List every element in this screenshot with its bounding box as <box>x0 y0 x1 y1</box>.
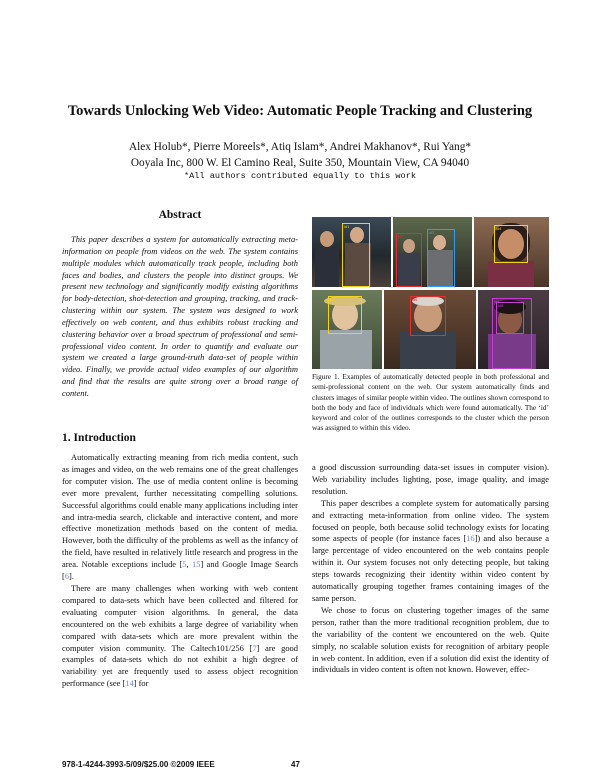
abstract-body <box>62 234 298 400</box>
paper-title: Towards Unlocking Web Video: Automatic People Tracking and Clustering <box>67 103 533 119</box>
author-note: *All authors contributed equally to this work <box>183 171 417 181</box>
citation-link[interactable]: 16 <box>466 533 475 544</box>
left-column-text <box>62 452 298 690</box>
cluster-label: id5 <box>330 297 336 302</box>
citation-link[interactable]: 7 <box>252 642 257 653</box>
author-block <box>0 139 600 171</box>
citation-link[interactable]: 14 <box>125 678 134 689</box>
cluster-label: id6 <box>412 297 418 302</box>
citation-link[interactable]: 15 <box>192 559 201 570</box>
figure-photo-1 <box>312 217 391 287</box>
right-column-text <box>312 462 549 676</box>
citation-link[interactable]: 6 <box>64 571 70 582</box>
cluster-label: id2 <box>398 234 404 239</box>
abstract-text: This paper describes a system for automatically extracting meta-information on people from videos on the web. The system contains multiple modules which automatically track people, including both faces and bodies, and clusters the people into distinct groups. We present new technology and significantly modify existing algorithms for body-detection, shot-detection and grouping, tracking, and track-clustering within our system. The system was designed to work effectively on web content, and thus exhibits robust tracking and clustering behavior over a broad spectrum of professional and semi-professional video content. In order to quantify and evaluate our system we created a large ground-truth data-set of people within video. Finally, we provide actual video examples of our algorithm and find that the results are quite strong over a broad range of content. <box>62 234 298 398</box>
cluster-label: id3 <box>429 230 435 235</box>
abstract-heading: Abstract <box>158 209 202 221</box>
intro-paragraph-1: Automatically extracting meaning from rich media content, such as images and video, on the web remains one of the great challenges for computer vision. The use of media content online is becoming ever more prevalent, further necessitating compelling solutions. Successful algorithms could enable many applications including inter and intra-media search, clickable and interactive content, and more effective monetization methods based on the content of media. However, both the difficulty of the problems as well as the infancy of the field, have resulted in relatively little research and progress in the area. Notable exceptions include [5, 15] and Google Image Search [6]. <box>62 452 298 582</box>
figure-photo-3 <box>474 217 549 287</box>
figure-photo-6 <box>478 290 549 369</box>
intro-paragraph-2: There are many challenges when working with web content compared to data-sets which have been collected and filtered for evaluating computer vision algorithms. In general, the data encountered on the web exhibits a large degree of variability when compared with data-sets which are more prevalent within the computer vision community. The Caltech101/256 [7] are good examples of data-sets which do not exhibit a high degree of variability yet are frequently used to assess object recognition performance (see [14] for <box>62 582 298 689</box>
intro-paragraph-4: We chose to focus on clustering together images of the same person, rather than the more traditional recognition problem, due to the variability of the content we encountered on the web. Quite simply, no scalable solution exists for recognition of arbitary people in web content. In addition, even if a solution did exist the identity of individuals in video content is often not known. However, effec- <box>312 604 549 675</box>
figure-photo-5 <box>384 290 476 369</box>
copyright-footer: 978-1-4244-3993-5/09/$25.00 ©2009 IEEE <box>62 760 215 769</box>
cluster-label: id1 <box>344 224 350 229</box>
figure-photo-2 <box>393 217 472 287</box>
cluster-label: id7 <box>494 299 500 304</box>
cluster-label: id4 <box>496 226 502 231</box>
author-list: Alex Holub*, Pierre Moreels*, Atiq Islam*, Andrei Makhanov*, Rui Yang* <box>128 141 471 153</box>
figure-1 <box>312 217 549 369</box>
affiliation: Ooyala Inc, 800 W. El Camino Real, Suite 350, Mountain View, CA 94040 <box>130 157 470 169</box>
citation-link[interactable]: 5 <box>182 559 187 570</box>
figure-caption: Figure 1. Examples of automatically detected people in both professional and semi-professional content on the web. Our system automatically finds and clusters images of similar people within video. The outlines shown correspond to both the body and face of individuals which were found automatically. The ‘id’ keyword and color of the outlines corresponds to the cluster which the person was assigned to within this video. <box>312 372 549 433</box>
intro-paragraph-continued: a good discussion surrounding data-set issues in computer vision). Web variability includes lighting, pose, image quality, and image resolution. <box>312 462 549 496</box>
figure-photo-4 <box>312 290 382 369</box>
intro-paragraph-3: This paper describes a complete system for automatically parsing and extracting meta-information from online video. The system focused on people, both because solid technology exists for locating some aspects of people (for instance faces [16]) and also because a large percentage of video encountered on the web contains people within it. Our system focuses not only detecting people, but taking steps towards recognizing their identity within video content by automatically grouping together frames containing images of the same person. <box>312 497 549 603</box>
section-heading-introduction: 1. Introduction <box>62 432 136 444</box>
page-number: 47 <box>291 760 300 769</box>
cluster-label: id8 <box>498 303 504 308</box>
